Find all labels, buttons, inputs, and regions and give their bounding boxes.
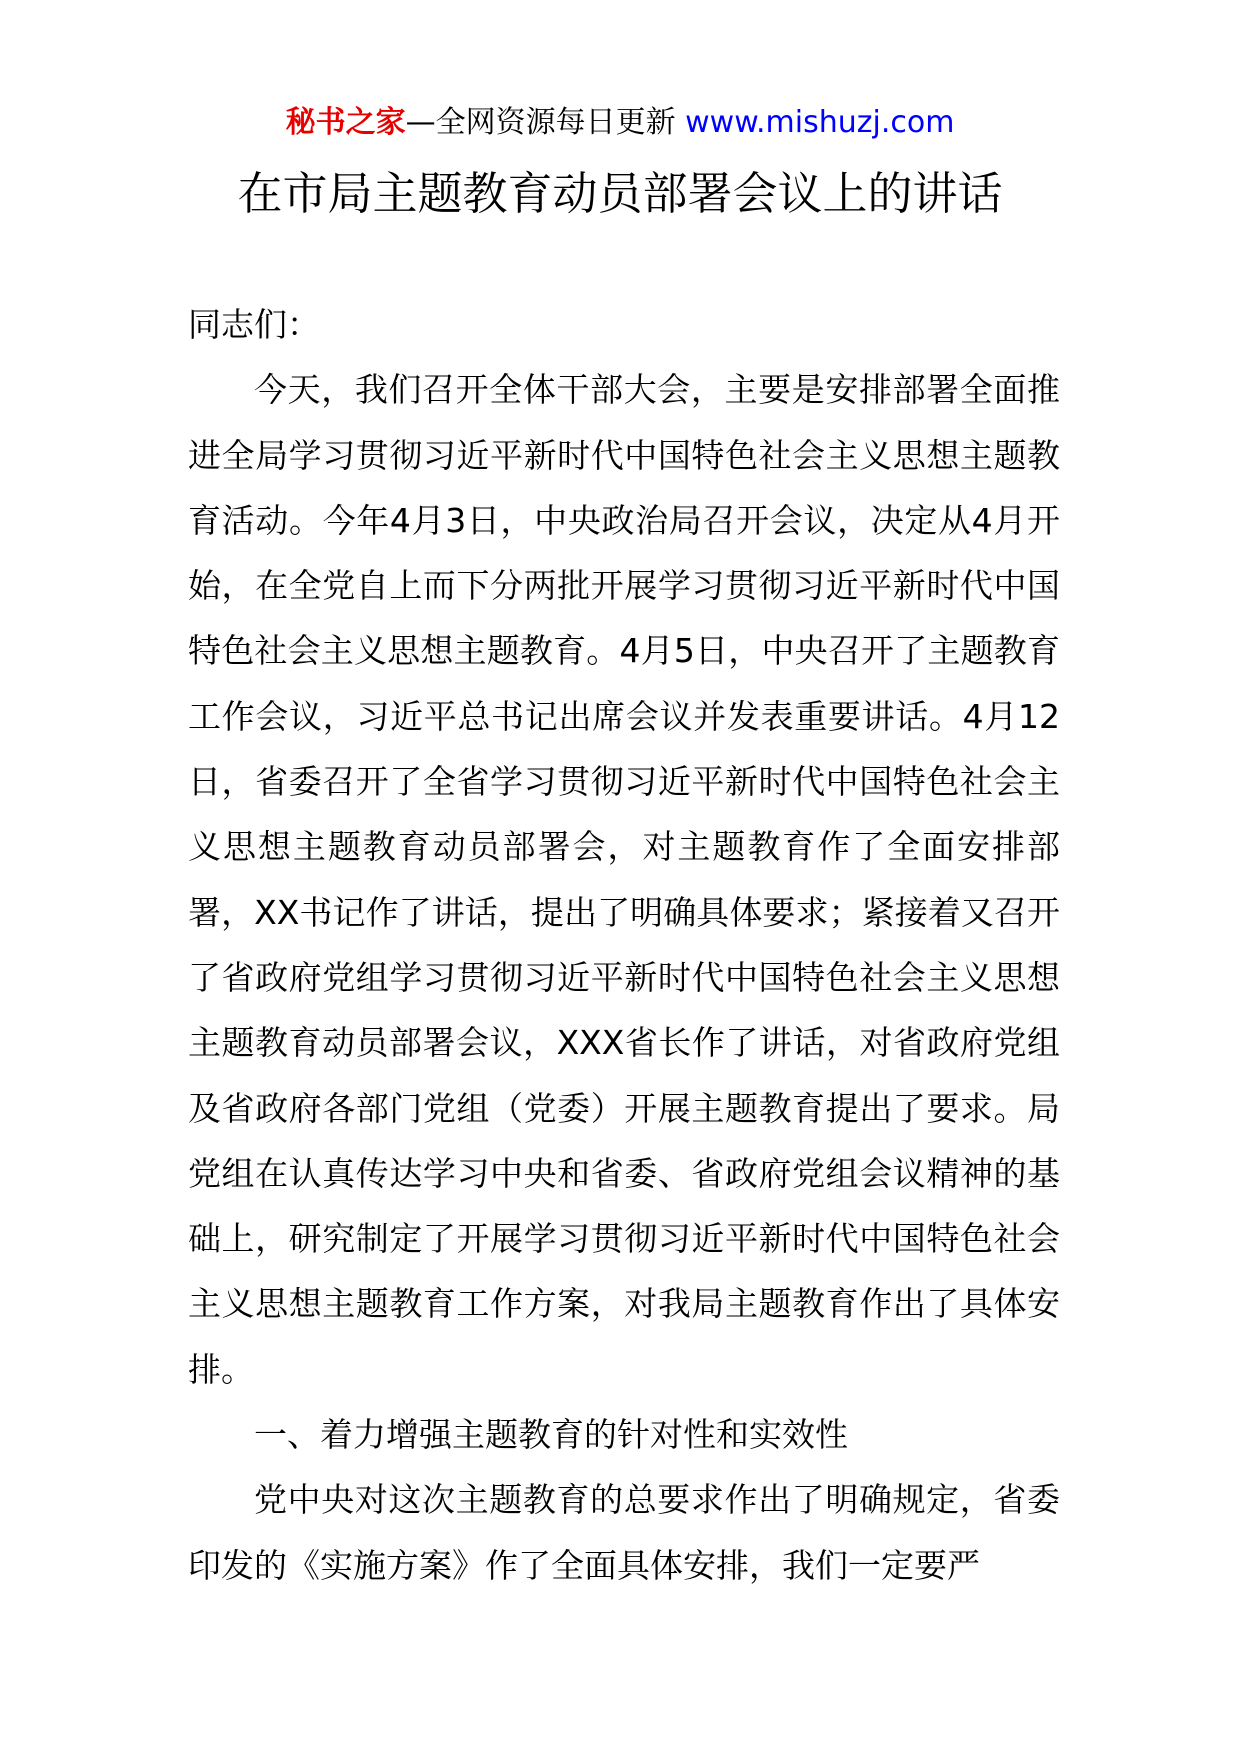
paragraph-section-1: 党中央对这次主题教育的总要求作出了明确规定，省委印发的《实施方案》作了全面具体安排，我们一定要严 [188, 1480, 1060, 1585]
site-slogan: —全网资源每日更新 [405, 105, 686, 140]
section-heading-1: 一、着力增强主题教育的针对性和实效性 [254, 1415, 848, 1455]
site-brand-name: 秘书之家 [285, 105, 406, 140]
salutation: 同志们： [188, 305, 320, 344]
document-title: 在市局主题教育动员部署会议上的讲话 [237, 167, 1003, 220]
document-body [188, 292, 1060, 1598]
site-header [0, 103, 1240, 143]
paragraph-intro: 今天，我们召开全体干部大会，主要是安排部署全面推进全局学习贯彻习近平新时代中国特色社会主义思想主题教育活动。今年4月3日，中央政治局召开会议，决定从4月开始，在全党自上而下分两批开展学习贯彻习近平新时代中国特色社会主义思想主题教育。4月5日，中央召开了主题教育工作会议，习近平总书记出席会议并发表重要讲话。4月12日，省委召开了全省学习贯彻习近平新时代中国特色社会主义思想主题教育动员部署会，对主题教育作了全面安排部署，XX书记作了讲话，提出了明确具体要求；紧接着又召开了省政府党组学习贯彻习近平新时代中国特色社会主义思想主题教育动员部署会议，XXX省长作了讲话，对省政府党组及省政府各部门党组（党委）开展主题教育提出了要求。局党组在认真传达学习中央和省委、省政府党组会议精神的基础上，研究制定了开展学习贯彻习近平新时代中国特色社会主义思想主题教育工作方案，对我局主题教育作出了具体安排。 [188, 370, 1060, 1389]
site-url-link[interactable]: www.mishuzj.com [685, 105, 955, 140]
